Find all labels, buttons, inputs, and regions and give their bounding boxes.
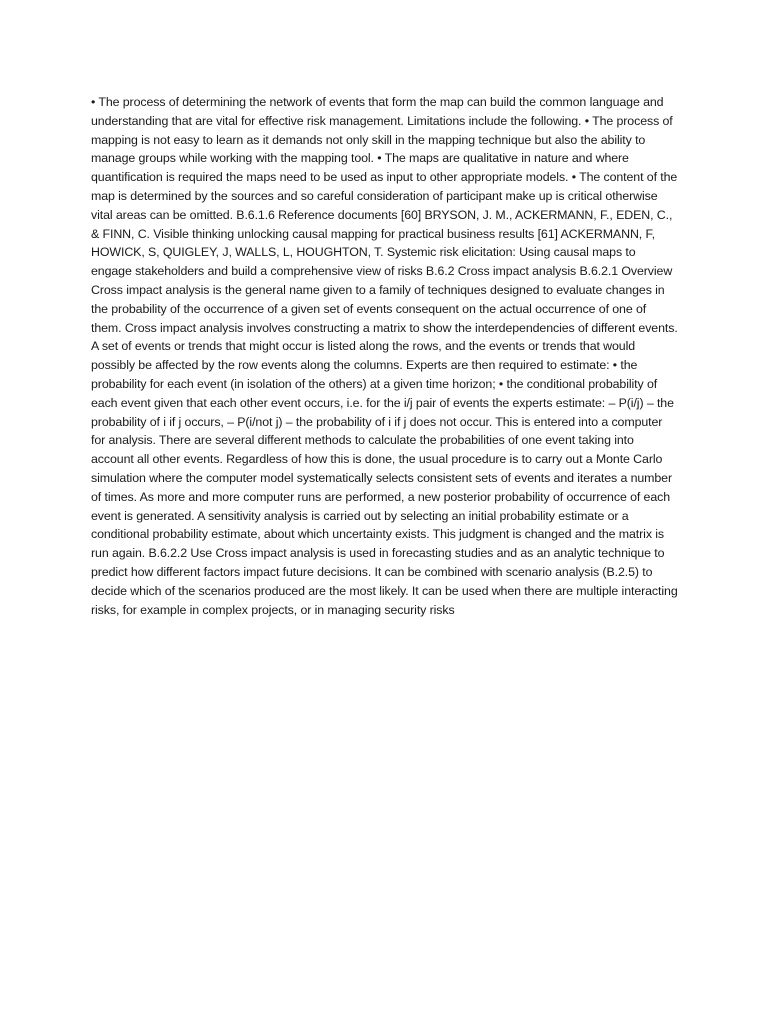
document-body-text: • The process of determining the network of events that form the map can build the common language and understanding that are vital for effective risk management. Limitations include the following. • The process of mapping is not easy to learn as it demands not only skill in the mapping technique but also the ability to manage groups while working with the mapping tool. • The maps are qualitative in nature and where quantification is required the maps need to be used as input to other appropriate models. • The content of the map is determined by the sources and so careful consideration of participant make up is critical otherwise vital areas can be omitted. B.6.1.6 Reference documents [60] BRYSON, J. M., ACKERMANN, F., EDEN, C., & FINN, C. Visible thinking unlocking causal mapping for practical business results [61] ACKERMANN, F, HOWICK, S, QUIGLEY, J, WALLS, L, HOUGHTON, T. Systemic risk elicitation: Using causal maps to engage stakeholders and build a comprehensive view of risks B.6.2 Cross impact analysis B.6.2.1 Overview Cross impact analysis is the general name given to a family of techniques designed to evaluate changes in the probability of the occurrence of a given set of events consequent on the actual occurrence of one of them. Cross impact analysis involves constructing a matrix to show the interdependencies of different events. A set of events or trends that might occur is listed along the rows, and the events or trends that would possibly be affected by the row events along the columns. Experts are then required to estimate: • the probability for each event (in isolation of the others) at a given time horizon; • the conditional probability of each event given that each other event occurs, i.e. for the i/j pair of events the experts estimate: – P(i/j) – the probability of i if j occurs, – P(i/not j) – the probability of i if j does not occur. This is entered into a computer for analysis. There are several different methods to calculate the probabilities of one event taking into account all other events. Regardless of how this is done, the usual procedure is to carry out a Monte Carlo simulation where the computer model systematically selects consistent sets of events and iterates a number of times. As more and more computer runs are performed, a new posterior probability of occurrence of each event is generated. A sensitivity analysis is carried out by selecting an initial probability estimate or a conditional probability estimate, about which uncertainty exists. This judgment is changed and the matrix is run again. B.6.2.2 Use Cross impact analysis is used in forecasting studies and as an analytic technique to predict how different factors impact future decisions. It can be combined with scenario analysis (B.2.5) to decide which of the scenarios produced are the most likely. It can be used when there are multiple interacting risks, for example in complex projects, or in managing security risks [91,95,678,617]
